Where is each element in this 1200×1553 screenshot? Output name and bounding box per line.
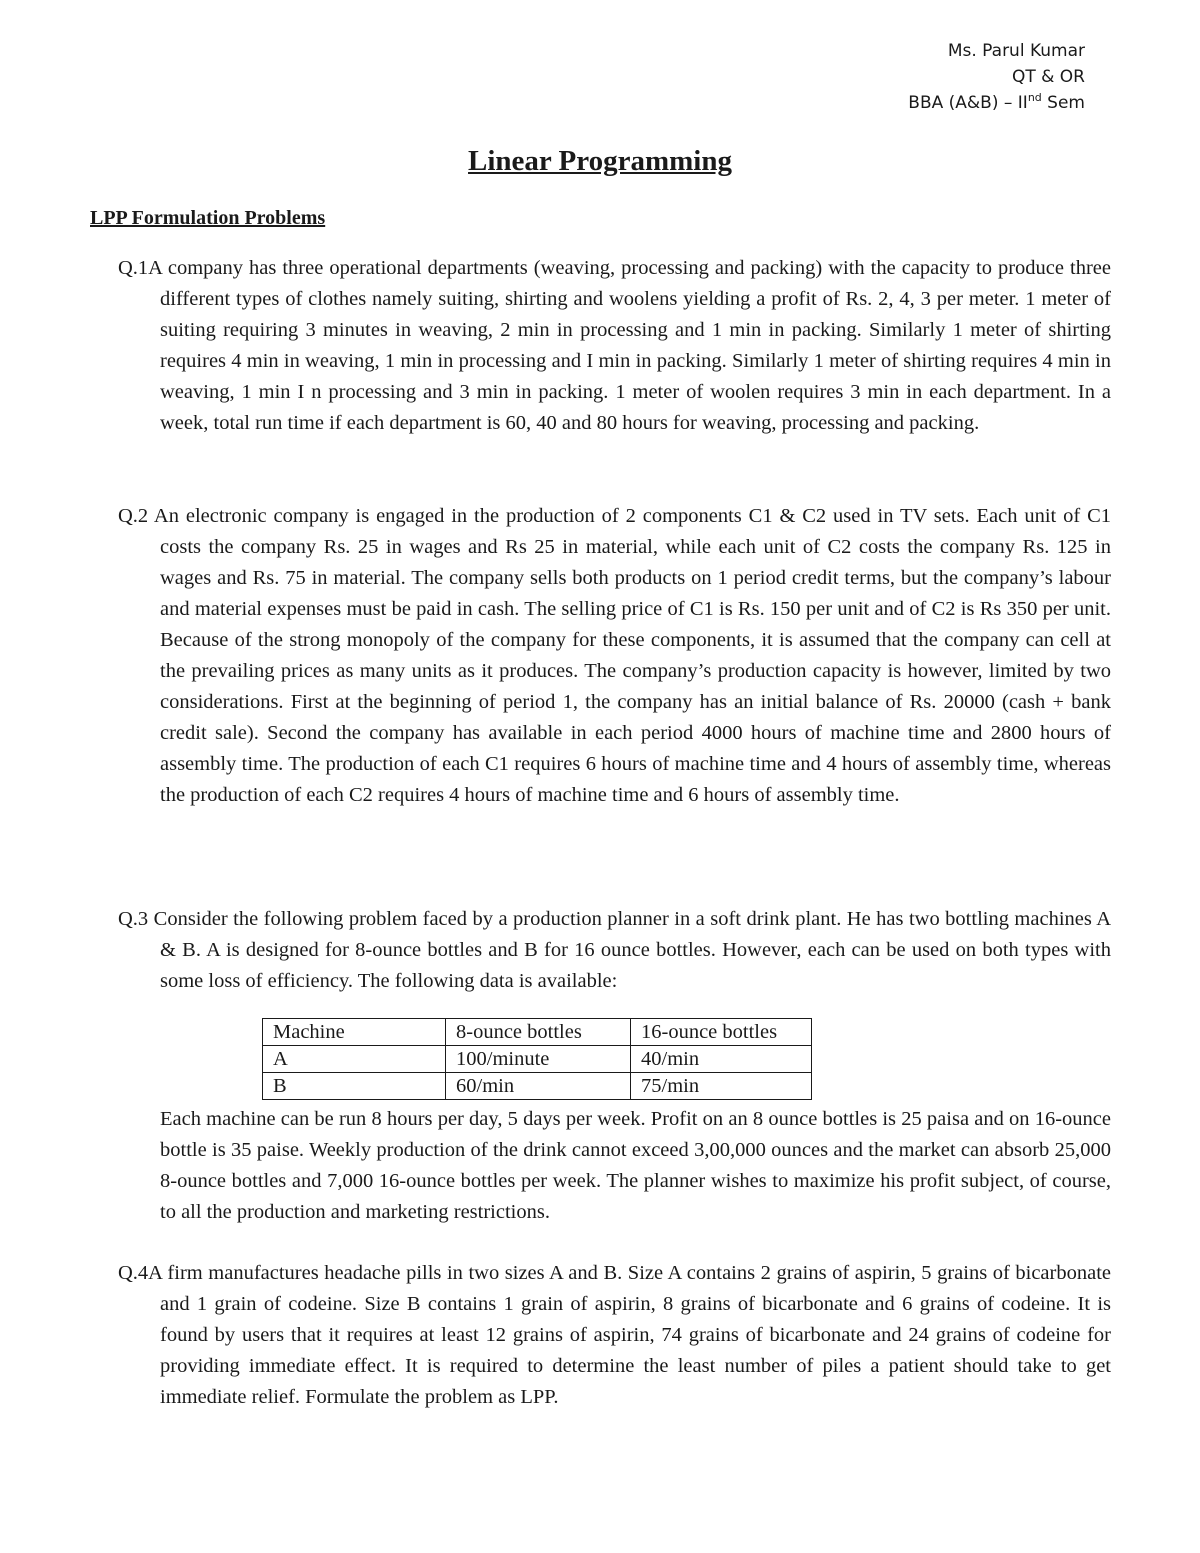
table-header-row	[263, 1019, 812, 1046]
table-cell: 60/min	[446, 1073, 631, 1100]
question-4: Q.4A firm manufactures headache pills in two sizes A and B. Size A contains 2 grains of aspirin, 5 grains of bicarbonate and 1 grain of codeine. Size B contains 1 grain of aspirin, 8 grains of bicarbonate and 6 grains of codeine. It is found by users that it requires at least 12 grains of aspirin, 74 grains of bicarbonate and 24 grains of codeine for providing immediate effect. It is required to determine the least number of piles a patient should take to get immediate relief. Formulate the problem as LPP.	[118, 1262, 1111, 1408]
table-cell: B	[263, 1073, 446, 1100]
header-block	[908, 38, 1085, 118]
course-superscript: nd	[1027, 91, 1042, 104]
course-prefix: BBA (A&B) – II	[908, 93, 1028, 113]
section-heading: LPP Formulation Problems	[90, 207, 326, 229]
table-header-cell: 8-ounce bottles	[446, 1019, 631, 1046]
table-cell: 40/min	[631, 1046, 812, 1073]
course-info	[908, 90, 1085, 118]
table-cell: 100/minute	[446, 1046, 631, 1073]
course-suffix: Sem	[1041, 93, 1085, 113]
question-3-intro: Q.3 Consider the following problem faced by a production planner in a soft drink plant. He has two bottling machines A & B. A is designed for 8-ounce bottles and B for 16 ounce bottles. However, each can be used on both types with some loss of efficiency. The following data is available:	[118, 908, 1111, 992]
table-cell: A	[263, 1046, 446, 1073]
table-row	[263, 1073, 812, 1100]
question-3-continuation: Each machine can be run 8 hours per day, 5 days per week. Profit on an 8 ounce bottles is 25 paisa and on 16-ounce bottle is 35 paise. Weekly production of the drink cannot exceed 3,00,000 ounces and the market can absorb 25,000 8-ounce bottles and 7,000 16-ounce bottles per week. The planner wishes to maximize his profit subject, of course, to all the production and marketing restrictions.	[160, 1108, 1111, 1223]
question-2: Q.2 An electronic company is engaged in the production of 2 components C1 & C2 used in TV sets. Each unit of C1 costs the company Rs. 25 in wages and Rs 25 in material, while each unit of C2 costs the company Rs. 125 in wages and Rs. 75 in material. The company sells both products on 1 period credit terms, but the company’s labour and material expenses must be paid in cash. The selling price of C1 is Rs. 150 per unit and of C2 is Rs 350 per unit. Because of the strong monopoly of the company for these components, it is assumed that the company can cell at the prevailing prices as many units as it produces. The company’s production capacity is however, limited by two considerations. First at the beginning of period 1, the company has an initial balance of Rs. 20000 (cash + bank credit sale). Second the company has available in each period 4000 hours of machine time and 2800 hours of assembly time. The production of each C1 requires 6 hours of machine time and 4 hours of assembly time, whereas the production of each C2 requires 4 hours of machine time and 6 hours of assembly time.	[118, 505, 1111, 806]
table-header-cell: 16-ounce bottles	[631, 1019, 812, 1046]
question-1: Q.1A company has three operational departments (weaving, processing and packing) with the capacity to produce three different types of clothes namely suiting, shirting and woolens yielding a profit of Rs. 2, 4, 3 per meter. 1 meter of suiting requiring 3 minutes in weaving, 2 min in processing and 1 min in packing. Similarly 1 meter of shirting requires 4 min in weaving, 1 min in processing and I min in packing. Similarly 1 meter of shirting requires 4 min in weaving, 1 min I n processing and 3 min in packing. 1 meter of woolen requires 3 min in each department. In a week, total run time if each department is 60, 40 and 80 hours for weaving, processing and packing.	[118, 257, 1111, 434]
table-cell: 75/min	[631, 1073, 812, 1100]
page-title: Linear Programming	[468, 145, 732, 177]
author-name: Ms. Parul Kumar	[947, 41, 1085, 61]
machine-data-table	[262, 1018, 812, 1100]
table-row	[263, 1046, 812, 1073]
subject-name: QT & OR	[1011, 67, 1085, 87]
table-header-cell: Machine	[263, 1019, 446, 1046]
